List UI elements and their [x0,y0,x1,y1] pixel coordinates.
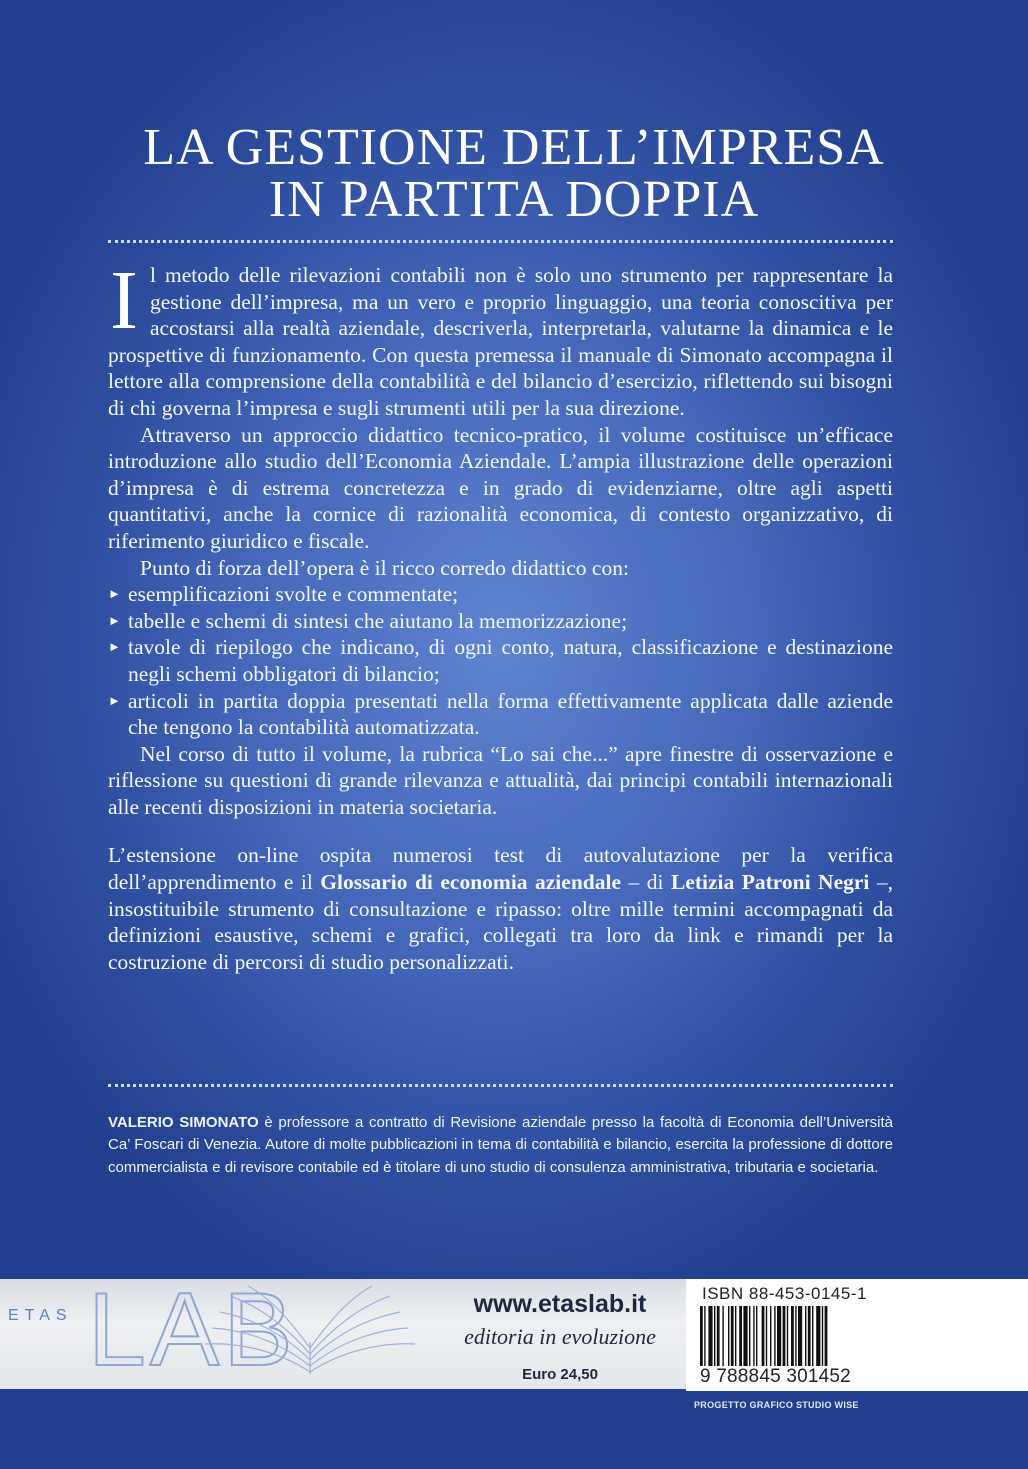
paragraph-5: L’estensione on-line ospita numerosi test di autovalutazione per la verifica dell’apprendimento e il Glossario di economia aziendale – di Letizia Patroni Negri –, insostituibile strumento di consultazione e ripasso: oltre mille termini accompagnati da definizioni esaustive, schemi e grafici, collegati tra loro da link e rimandi per la costruzione di percorsi di studio personalizzati. [108,843,893,974]
design-credits: PROGETTO GRAFICO STUDIO WISE [694,1400,859,1410]
author-name: VALERIO SIMONATO [108,1114,259,1131]
barcode-digits: 9 788845 301452 [700,1366,851,1387]
bullet-triangle-icon: ► [108,692,121,708]
lab-logo: LAB [88,1272,297,1388]
bullet-triangle-icon: ► [108,612,121,628]
list-item-text: tavole di riepilogo che indicano, di ogni conto, natura, classificazione e destinazione negli schemi obbligatori di bilancio; [128,635,893,686]
intro-text: l metodo delle rilevazioni contabili non è solo uno strumento per rappresentare la gestione dell’impresa, ma un vero e proprio linguaggio, una teoria conoscitiva per accostarsi alla realtà aziendale, descriverla, interpretarla, valutarne la dinamica e le prospettive di funzionamento. Con questa premessa il manuale di Simonato accompagna il lettore alla comprensione della contabilità e del bilancio d’esercizio, riflettendo sui bisogni di chi governa l’impresa e sugli strumenti utili per la sua direzione. [108,263,893,420]
drop-cap: I [110,254,138,347]
etas-logo-text: ETAS [8,1307,73,1324]
book-title [0,119,1028,228]
dotted-divider-top [108,240,893,243]
title-line-2: IN PARTITA DOPPIA [268,171,760,228]
paragraph-2: Attraverso un approccio didattico tecnico-pratico, il volume costituisce un’efficace introduzione allo studio dell’Economia Aziendale. L’ampia illustrazione delle operazioni d’impresa è di estrema concretezza e in grado di evidenziarne, oltre agli aspetti quantitativi, anche la cornice di razionalità economica, di contesto organizzativo, di riferimento giuridico e fiscale. [108,422,893,553]
list-item [108,688,893,741]
list-item [108,608,893,635]
list-item [108,634,893,687]
author-bio-text: è professore a contratto di Revisione aziendale presso la facoltà di Economia dell’Università Ca’ Foscari di Venezia. Autore di molte pubblicazioni in tema di contabilità e bilancio, esercita la professione di dottore commercialista e di revisore contabile ed è titolare di uno studio di consulenza amministrativa, tributaria e societaria. [108,1114,893,1176]
title-line-1: LA GESTIONE DELL’IMPRESA [143,119,885,176]
paragraph-3: Punto di forza dell’opera è il ricco corredo didattico con: [140,555,629,580]
publisher-url[interactable]: www.etaslab.it [473,1290,647,1318]
barcode-icon [700,1306,870,1366]
bullet-triangle-icon: ► [108,639,121,655]
list-item [108,581,893,608]
list-item-text: articoli in partita doppia presentati nella forma effettivamente applicata dalle aziende che tengono la contabilità automatizzata. [128,688,893,740]
glossary-author: Letizia Patroni Negri [670,870,870,895]
intro-paragraph [108,254,893,422]
dotted-divider-bottom [108,1084,893,1087]
isbn-label: ISBN 88-453-0145-1 [702,1284,867,1303]
author-bio [108,1112,893,1179]
price: Euro 24,50 [522,1366,598,1383]
glossary-title: Glossario di economia aziendale [320,870,622,895]
open-book-icon [200,1282,420,1382]
list-item-text: tabelle e schemi di sintesi che aiutano la memorizzazione; [128,608,628,633]
list-item-text: esemplificazioni svolte e commentate; [128,582,459,607]
publisher-tagline: editoria in evoluzione [464,1324,656,1349]
blurb [108,254,893,975]
paragraph-4: Nel corso di tutto il volume, la rubrica “Lo sai che...” apre finestre di osservazione e riflessione su questioni di grande rilevanza e attualità, dai principi contabili internazionali alle recenti disposizioni in materia societaria. [108,741,893,819]
bullet-triangle-icon: ► [108,586,121,602]
